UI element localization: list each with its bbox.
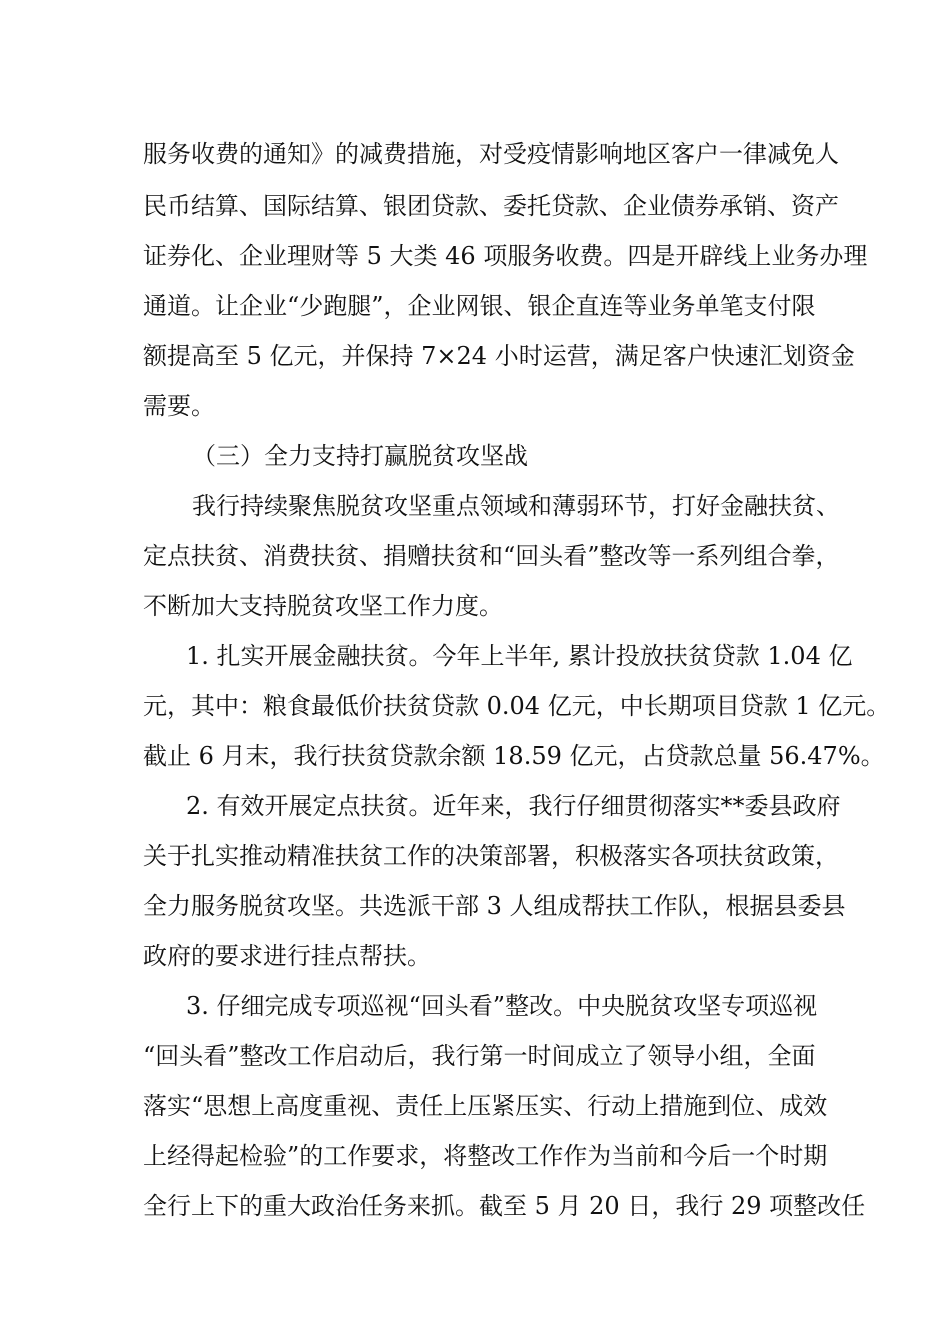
text-line: 上经得起检验”的工作要求，将整改工作作为当前和今后一个时期 bbox=[143, 1142, 828, 1170]
text-line: 政府的要求进行挂点帮扶。 bbox=[143, 942, 431, 970]
text-line: 3. 仔细完成专项巡视“回头看”整改。中央脱贫攻坚专项巡视 bbox=[186, 992, 818, 1020]
text-line: 定点扶贫、消费扶贫、捐赠扶贫和“回头看”整改等一系列组合拳， bbox=[143, 542, 840, 570]
text-line: 民币结算、国际结算、银团贷款、委托贷款、企业债券承销、资产 bbox=[143, 192, 839, 220]
text-line: 需要。 bbox=[143, 392, 215, 420]
text-line: 关于扎实推动精准扶贫工作的决策部署，积极落实各项扶贫政策， bbox=[143, 842, 839, 870]
text-line: 不断加大支持脱贫攻坚工作力度。 bbox=[143, 592, 503, 620]
text-line: “回头看”整改工作启动后，我行第一时间成立了领导小组，全面 bbox=[143, 1042, 816, 1070]
text-line: 额提高至 5 亿元，并保持 7×24 小时运营，满足客户快速汇划资金 bbox=[143, 342, 855, 370]
text-line: 全行上下的重大政治任务来抓。截至 5 月 20 日，我行 29 项整改任 bbox=[143, 1192, 866, 1220]
section-heading: （三）全力支持打赢脱贫攻坚战 bbox=[192, 442, 528, 470]
text-line: 服务收费的通知》的减费措施，对受疫情影响地区客户一律减免人 bbox=[143, 140, 839, 168]
text-line: 全力服务脱贫攻坚。共选派干部 3 人组成帮扶工作队，根据县委县 bbox=[143, 892, 846, 920]
text-line: 元，其中：粮食最低价扶贫贷款 0.04 亿元，中长期项目贷款 1 亿元。 bbox=[143, 692, 891, 720]
text-line: 我行持续聚焦脱贫攻坚重点领域和薄弱环节，打好金融扶贫、 bbox=[192, 492, 840, 520]
text-line: 截止 6 月末，我行扶贫贷款余额 18.59 亿元，占贷款总量 56.47%。 bbox=[143, 742, 885, 770]
text-line: 1. 扎实开展金融扶贫。今年上半年, 累计投放扶贫贷款 1.04 亿 bbox=[186, 642, 853, 670]
text-line: 通道。让企业“少跑腿”，企业网银、银企直连等业务单笔支付限 bbox=[143, 292, 816, 320]
text-line: 证券化、企业理财等 5 大类 46 项服务收费。四是开辟线上业务办理 bbox=[143, 242, 868, 270]
text-line: 落实“思想上高度重视、责任上压紧压实、行动上措施到位、成效 bbox=[143, 1092, 828, 1120]
text-line: 2. 有效开展定点扶贫。近年来，我行仔细贯彻落实**委县政府 bbox=[186, 792, 841, 820]
